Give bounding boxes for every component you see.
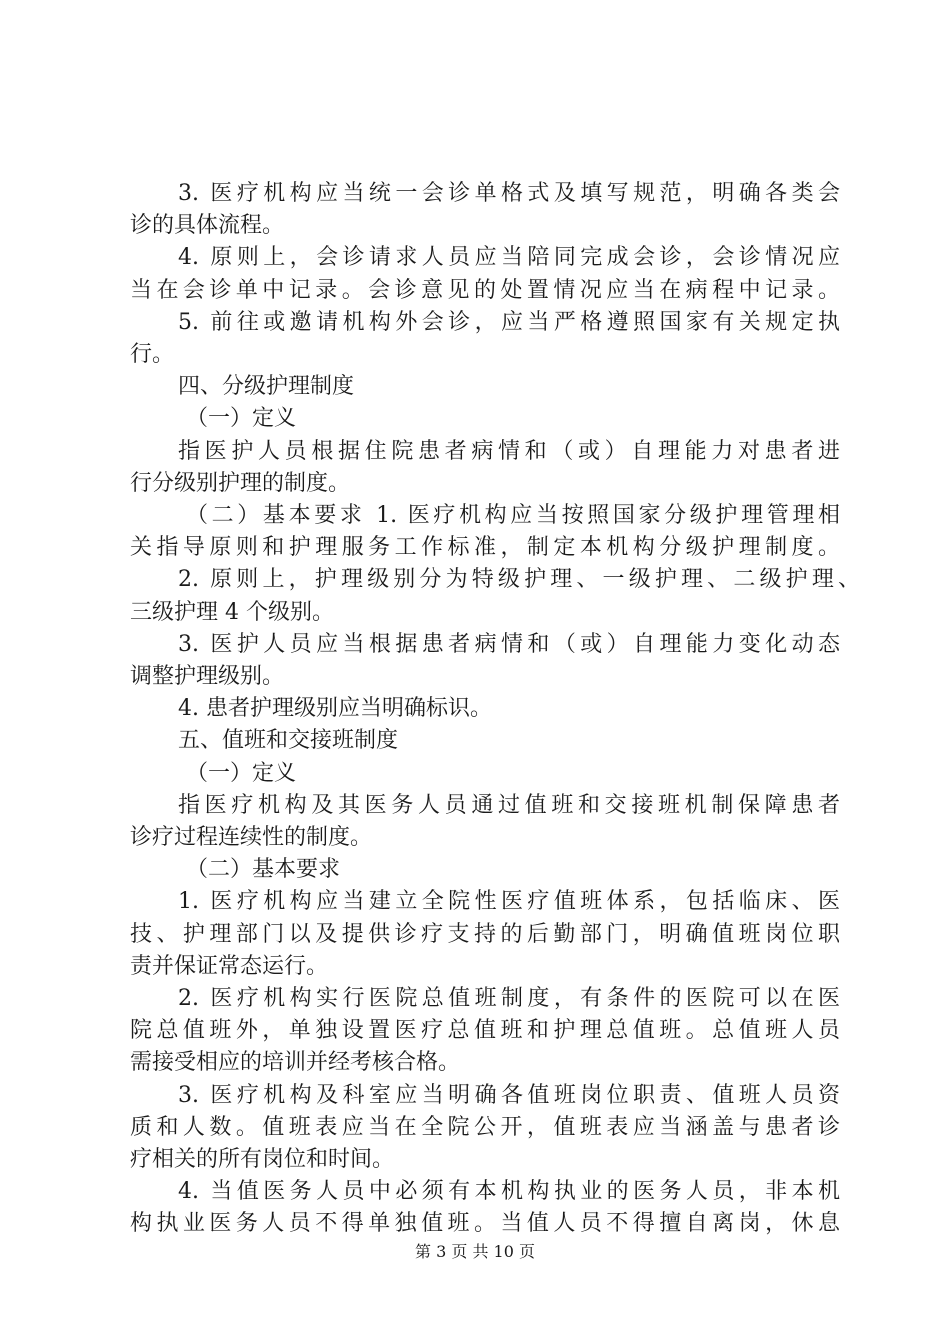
text-line: 五、值班和交接班制度 bbox=[178, 728, 399, 753]
text-line: 2. 医疗机构实行医院总值班制度，有条件的医院可以在医 bbox=[178, 986, 840, 1011]
text-line: 2. 原则上，护理级别分为特级护理、一级护理、二级护理、 bbox=[178, 567, 860, 592]
text-line: 需接受相应的培训并经考核合格。 bbox=[130, 1050, 461, 1075]
text-line: 责并保证常态运行。 bbox=[130, 954, 329, 979]
text-line: 行。 bbox=[130, 342, 175, 367]
text-line: 四、分级护理制度 bbox=[178, 374, 355, 399]
text-line: 5. 前往或邀请机构外会诊，应当严格遵照国家有关规定执 bbox=[178, 310, 840, 335]
text-line: 1. 医疗机构应当建立全院性医疗值班体系，包括临床、医 bbox=[178, 889, 840, 914]
text-line: 3. 医护人员应当根据患者病情和（或）自理能力变化动态 bbox=[178, 632, 840, 657]
text-line: 4. 患者护理级别应当明确标识。 bbox=[178, 696, 492, 721]
text-line: 行分级别护理的制度。 bbox=[130, 471, 351, 496]
text-line: 疗相关的所有岗位和时间。 bbox=[130, 1147, 395, 1172]
text-line: 质和人数。值班表应当在全院公开，值班表应当涵盖与患者诊 bbox=[130, 1115, 840, 1140]
text-line: （二）基本要求 bbox=[186, 857, 341, 882]
text-line: 指医疗机构及其医务人员通过值班和交接班机制保障患者 bbox=[178, 793, 840, 818]
text-line: （二）基本要求 1. 医疗机构应当按照国家分级护理管理相 bbox=[186, 503, 840, 528]
text-line: 构执业医务人员不得单独值班。当值人员不得擅自离岗，休息 bbox=[130, 1211, 840, 1236]
page-footer: 第 3 页 共 10 页 bbox=[415, 1242, 535, 1261]
text-line: 4. 当值医务人员中必须有本机构执业的医务人员，非本机 bbox=[178, 1179, 840, 1204]
text-line: 调整护理级别。 bbox=[130, 664, 285, 689]
text-line: 院总值班外，单独设置医疗总值班和护理总值班。总值班人员 bbox=[130, 1018, 840, 1043]
text-line: 技、护理部门以及提供诊疗支持的后勤部门，明确值班岗位职 bbox=[130, 922, 840, 947]
text-line: 指医护人员根据住院患者病情和（或）自理能力对患者进 bbox=[178, 439, 840, 464]
text-line: 关指导原则和护理服务工作标准，制定本机构分级护理制度。 bbox=[130, 535, 840, 560]
text-line: 3. 医疗机构应当统一会诊单格式及填写规范，明确各类会 bbox=[178, 181, 840, 206]
text-line: 4. 原则上，会诊请求人员应当陪同完成会诊，会诊情况应 bbox=[178, 245, 840, 270]
text-line: 诊的具体流程。 bbox=[130, 213, 285, 238]
text-line: 三级护理 4 个级别。 bbox=[130, 600, 334, 625]
text-line: （一）定义 bbox=[186, 406, 297, 431]
text-line: （一）定义 bbox=[186, 761, 297, 786]
text-line: 诊疗过程连续性的制度。 bbox=[130, 825, 373, 850]
text-line: 3. 医疗机构及科室应当明确各值班岗位职责、值班人员资 bbox=[178, 1083, 840, 1108]
text-line: 当在会诊单中记录。会诊意见的处置情况应当在病程中记录。 bbox=[130, 278, 840, 303]
